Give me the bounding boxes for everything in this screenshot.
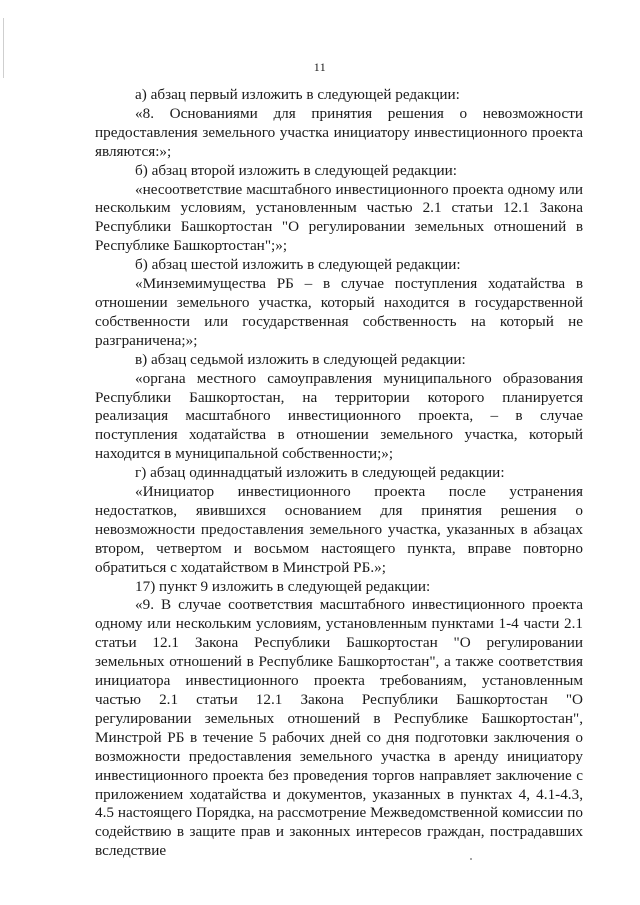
paragraph: «9. В случае соответствия масштабного инвестиционного проекта одному или нескольким условиям, установленным пунктами 1-4 части 2.1 статьи 12.1 Закона Республики Башкортостан "О регулировании земельных отношений в Республике Башкортостан", а также соответствия инициатора инвестиционного проекта требованиям, установленным частью 2.1 статьи 12.1 Закона Республики Башкортостан "О регулировании земельных отношений в Республике Башкортостан", Минстрой РБ в течение 5 рабочих дней со дня подготовки заключения о возможности предоставления земельного участка в аренду инициатору инвестиционного проекта без проведения торгов направляет заключение с приложением ходатайства и документов, указанных в пунктах 4, 4.1-4.3, 4.5 настоящего Порядка, на рассмотрение Межведомственной комиссии по содействию в защите прав и законных интересов граждан, пострадавших вследствие — [95, 596, 583, 860]
paragraph: в) абзац седьмой изложить в следующей редакции: — [135, 350, 466, 368]
scan-speck — [470, 858, 472, 860]
document-body — [95, 86, 583, 861]
paragraph: «несоответствие масштабного инвестиционного проекта одному или нескольким условиям, установленным частью 2.1 статьи 12.1 Закона Республики Башкортостан "О регулировании земельных отношений в Республике Башкортостан";»; — [95, 180, 583, 255]
page-number: 11 — [313, 60, 327, 74]
paragraph: 17) пункт 9 изложить в следующей редакции: — [135, 577, 431, 595]
paragraph: а) абзац первый изложить в следующей редакции: — [135, 86, 460, 103]
paragraph: «органа местного самоуправления муниципального образования Республики Башкортостан, на территории которого планируется реализация масштабного инвестиционного проекта, – в случае поступления ходатайства в отношении земельного участка, который находится в муниципальной собственности;»; — [95, 369, 583, 463]
paragraph: «Инициатор инвестиционного проекта после устранения недостатков, явившихся основанием для принятия решения о невозможности предоставления земельного участка, указанных в абзацах втором, четвертом и восьмом настоящего пункта, вправе повторно обратиться с ходатайством в Минстрой РБ.»; — [95, 483, 583, 576]
paragraph: б) абзац второй изложить в следующей редакции: — [135, 161, 457, 179]
paragraph: б) абзац шестой изложить в следующей редакции: — [135, 256, 461, 274]
paragraph: г) абзац одиннадцатый изложить в следующей редакции: — [135, 464, 505, 482]
paragraph: «8. Основаниями для принятия решения о невозможности предоставления земельного участка инициатору инвестиционного проекта являются:»; — [95, 104, 583, 160]
paragraph: «Минземимущества РБ – в случае поступления ходатайства в отношении земельного участка, который находится в государственной собственности или государственная собственность на который не разграничена;»; — [95, 275, 583, 349]
